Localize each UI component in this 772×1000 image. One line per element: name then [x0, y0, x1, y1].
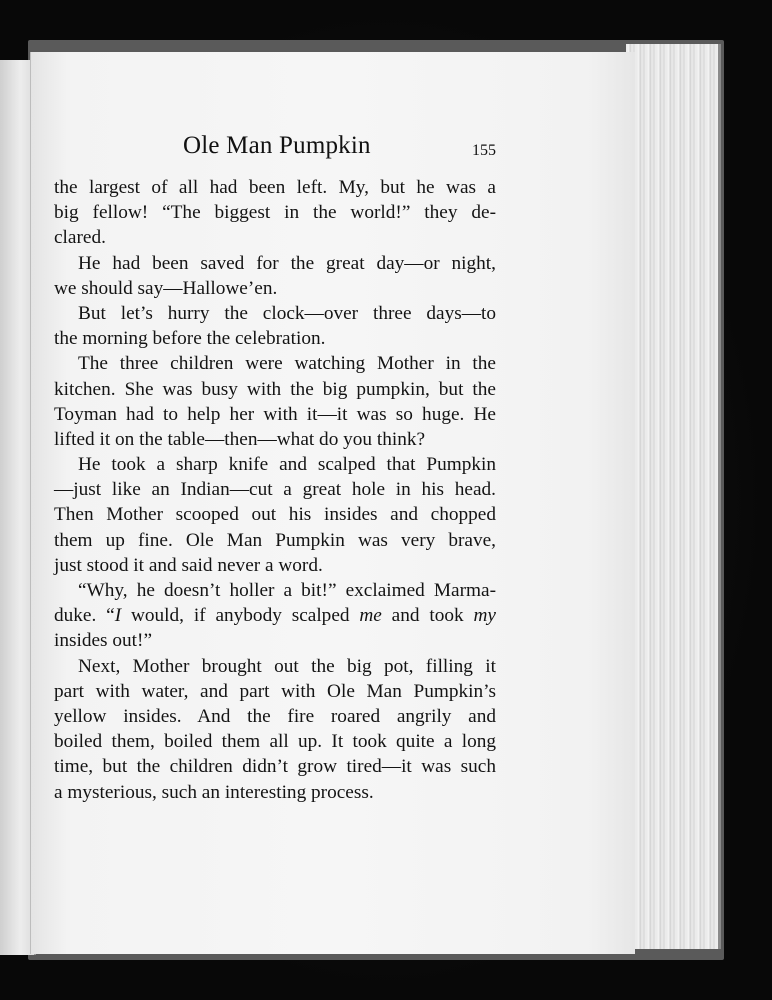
text-line: just stood it and said never a word. [54, 554, 323, 576]
text-line: —just like an Indian—cut a great hole in his head. [54, 479, 496, 501]
text-line: Next, Mother brought out the big pot, filling it [78, 655, 496, 677]
text-line: yellow insides. And the fire roared angrily and [54, 705, 496, 727]
page-title: Ole Man Pumpkin [183, 132, 371, 159]
text-line: He took a sharp knife and scalped that Pumpkin [78, 454, 496, 476]
text-line: we should say—Hallowe’en. [54, 277, 278, 299]
text-line: duke. “I would, if anybody scalped me and took my [54, 605, 496, 627]
text-line: Then Mother scooped out his insides and chopped [54, 504, 496, 526]
text-line: time, but the children didn’t grow tired—it was such [54, 756, 496, 778]
text-line: kitchen. She was busy with the big pumpkin, but the [54, 378, 496, 400]
text-line: The three children were watching Mother in the [78, 353, 496, 375]
text-line: clared. [54, 227, 106, 249]
text-line: “Why, he doesn’t holler a bit!” exclaimed Marma- [78, 580, 496, 601]
text-line: He had been saved for the great day—or night, [78, 252, 496, 274]
text-line: But let’s hurry the clock—over three days—to [78, 302, 496, 324]
page-stack-edges [626, 44, 721, 949]
page-number: 155 [472, 142, 496, 159]
text-line: them up fine. Ole Man Pumpkin was very brave, [54, 529, 496, 551]
text-line: Toyman had to help her with it—it was so huge. He [54, 403, 496, 425]
text-line: insides out!” [54, 630, 152, 652]
text-line: the morning before the celebration. [54, 328, 326, 350]
running-head [0, 132, 772, 172]
text-line: big fellow! “The biggest in the world!” they de- [54, 202, 496, 224]
body-text [54, 175, 496, 805]
text-line: a mysterious, such an interesting process. [54, 781, 374, 803]
text-line: part with water, and part with Ole Man Pumpkin’s [54, 680, 496, 702]
text-line: the largest of all had been left. My, but he was a [54, 177, 496, 198]
text-line: boiled them, boiled them all up. It took quite a long [54, 731, 496, 753]
text-line: lifted it on the table—then—what do you think? [54, 428, 426, 450]
